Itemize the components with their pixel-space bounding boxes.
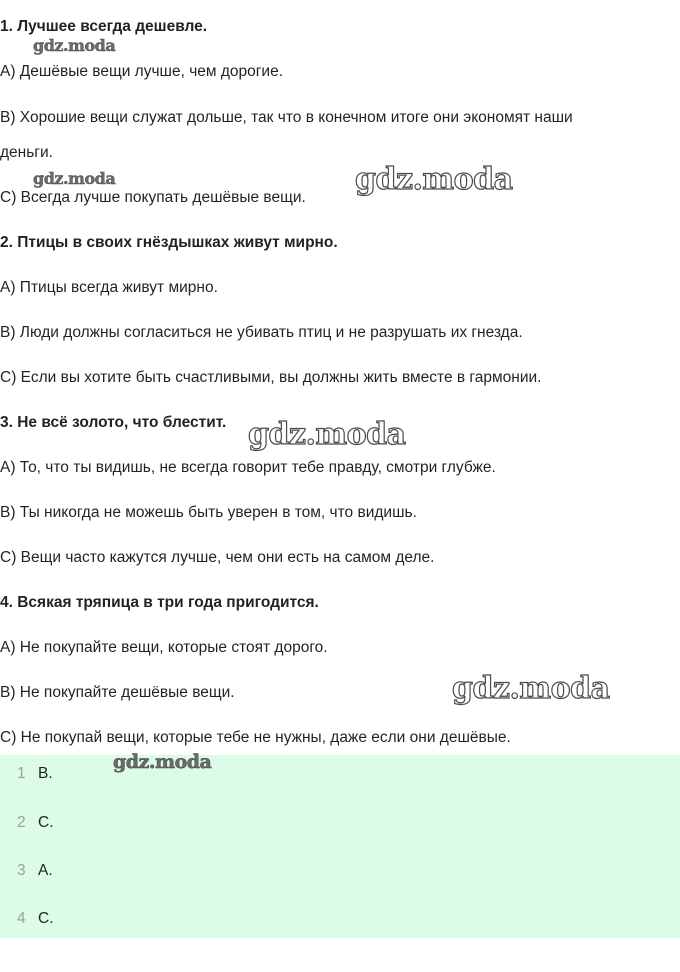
watermark-logo: gdz.moda xyxy=(33,36,116,55)
answer-number: 1 xyxy=(17,765,26,782)
answer-value: A. xyxy=(38,862,53,879)
question-2-option-a: A) Птицы всегда живут мирно. xyxy=(0,279,218,296)
answer-number: 4 xyxy=(17,910,26,927)
watermark-logo: gdz.moda xyxy=(355,162,513,197)
question-2-option-b: B) Люди должны согласиться не убивать птиц и не разрушать их гнезда. xyxy=(0,324,523,341)
answer-row xyxy=(0,859,680,883)
question-3-option-b: B) Ты никогда не можешь быть уверен в том, что видишь. xyxy=(0,504,417,521)
answer-number: 3 xyxy=(17,862,26,879)
watermark-logo: gdz.moda xyxy=(33,169,116,188)
question-4-option-c: C) Не покупай вещи, которые тебе не нужны, даже если они дешёвые. xyxy=(0,729,511,746)
question-4-title: 4. Всякая тряпица в три года пригодится. xyxy=(0,594,319,611)
answer-value: C. xyxy=(38,814,54,831)
watermark-logo: gdz.moda xyxy=(452,671,610,706)
question-3-option-a: A) То, что ты видишь, не всегда говорит тебе правду, смотри глубже. xyxy=(0,459,496,476)
question-2-title: 2. Птицы в своих гнёздышках живут мирно. xyxy=(0,234,338,251)
question-1-option-b: B) Хорошие вещи служат дольше, так что в конечном итоге они экономят наши xyxy=(0,109,573,126)
answer-value: C. xyxy=(38,910,54,927)
question-4-option-b: B) Не покупайте дешёвые вещи. xyxy=(0,684,235,701)
answer-row xyxy=(0,762,680,786)
question-1-title: 1. Лучшее всегда дешевле. xyxy=(0,18,208,35)
answer-row xyxy=(0,811,680,835)
answer-value: B. xyxy=(38,765,53,782)
question-2-option-c: C) Если вы хотите быть счастливыми, вы должны жить вместе в гармонии. xyxy=(0,369,542,386)
question-1-option-a: A) Дешёвые вещи лучше, чем дорогие. xyxy=(0,63,284,80)
question-3-title: 3. Не всё золото, что блестит. xyxy=(0,414,227,431)
answer-number: 2 xyxy=(17,814,26,831)
watermark-logo: gdz.moda xyxy=(248,417,406,452)
answer-row xyxy=(0,907,680,931)
question-1-option-b-continued: деньги. xyxy=(0,144,53,161)
question-4-option-a: A) Не покупайте вещи, которые стоят дорого. xyxy=(0,639,328,656)
question-1-option-c: C) Всегда лучше покупать дешёвые вещи. xyxy=(0,189,306,206)
question-3-option-c: C) Вещи часто кажутся лучше, чем они есть на самом деле. xyxy=(0,549,435,566)
watermark-logo: gdz.moda xyxy=(113,751,212,773)
answers-panel xyxy=(0,751,680,938)
